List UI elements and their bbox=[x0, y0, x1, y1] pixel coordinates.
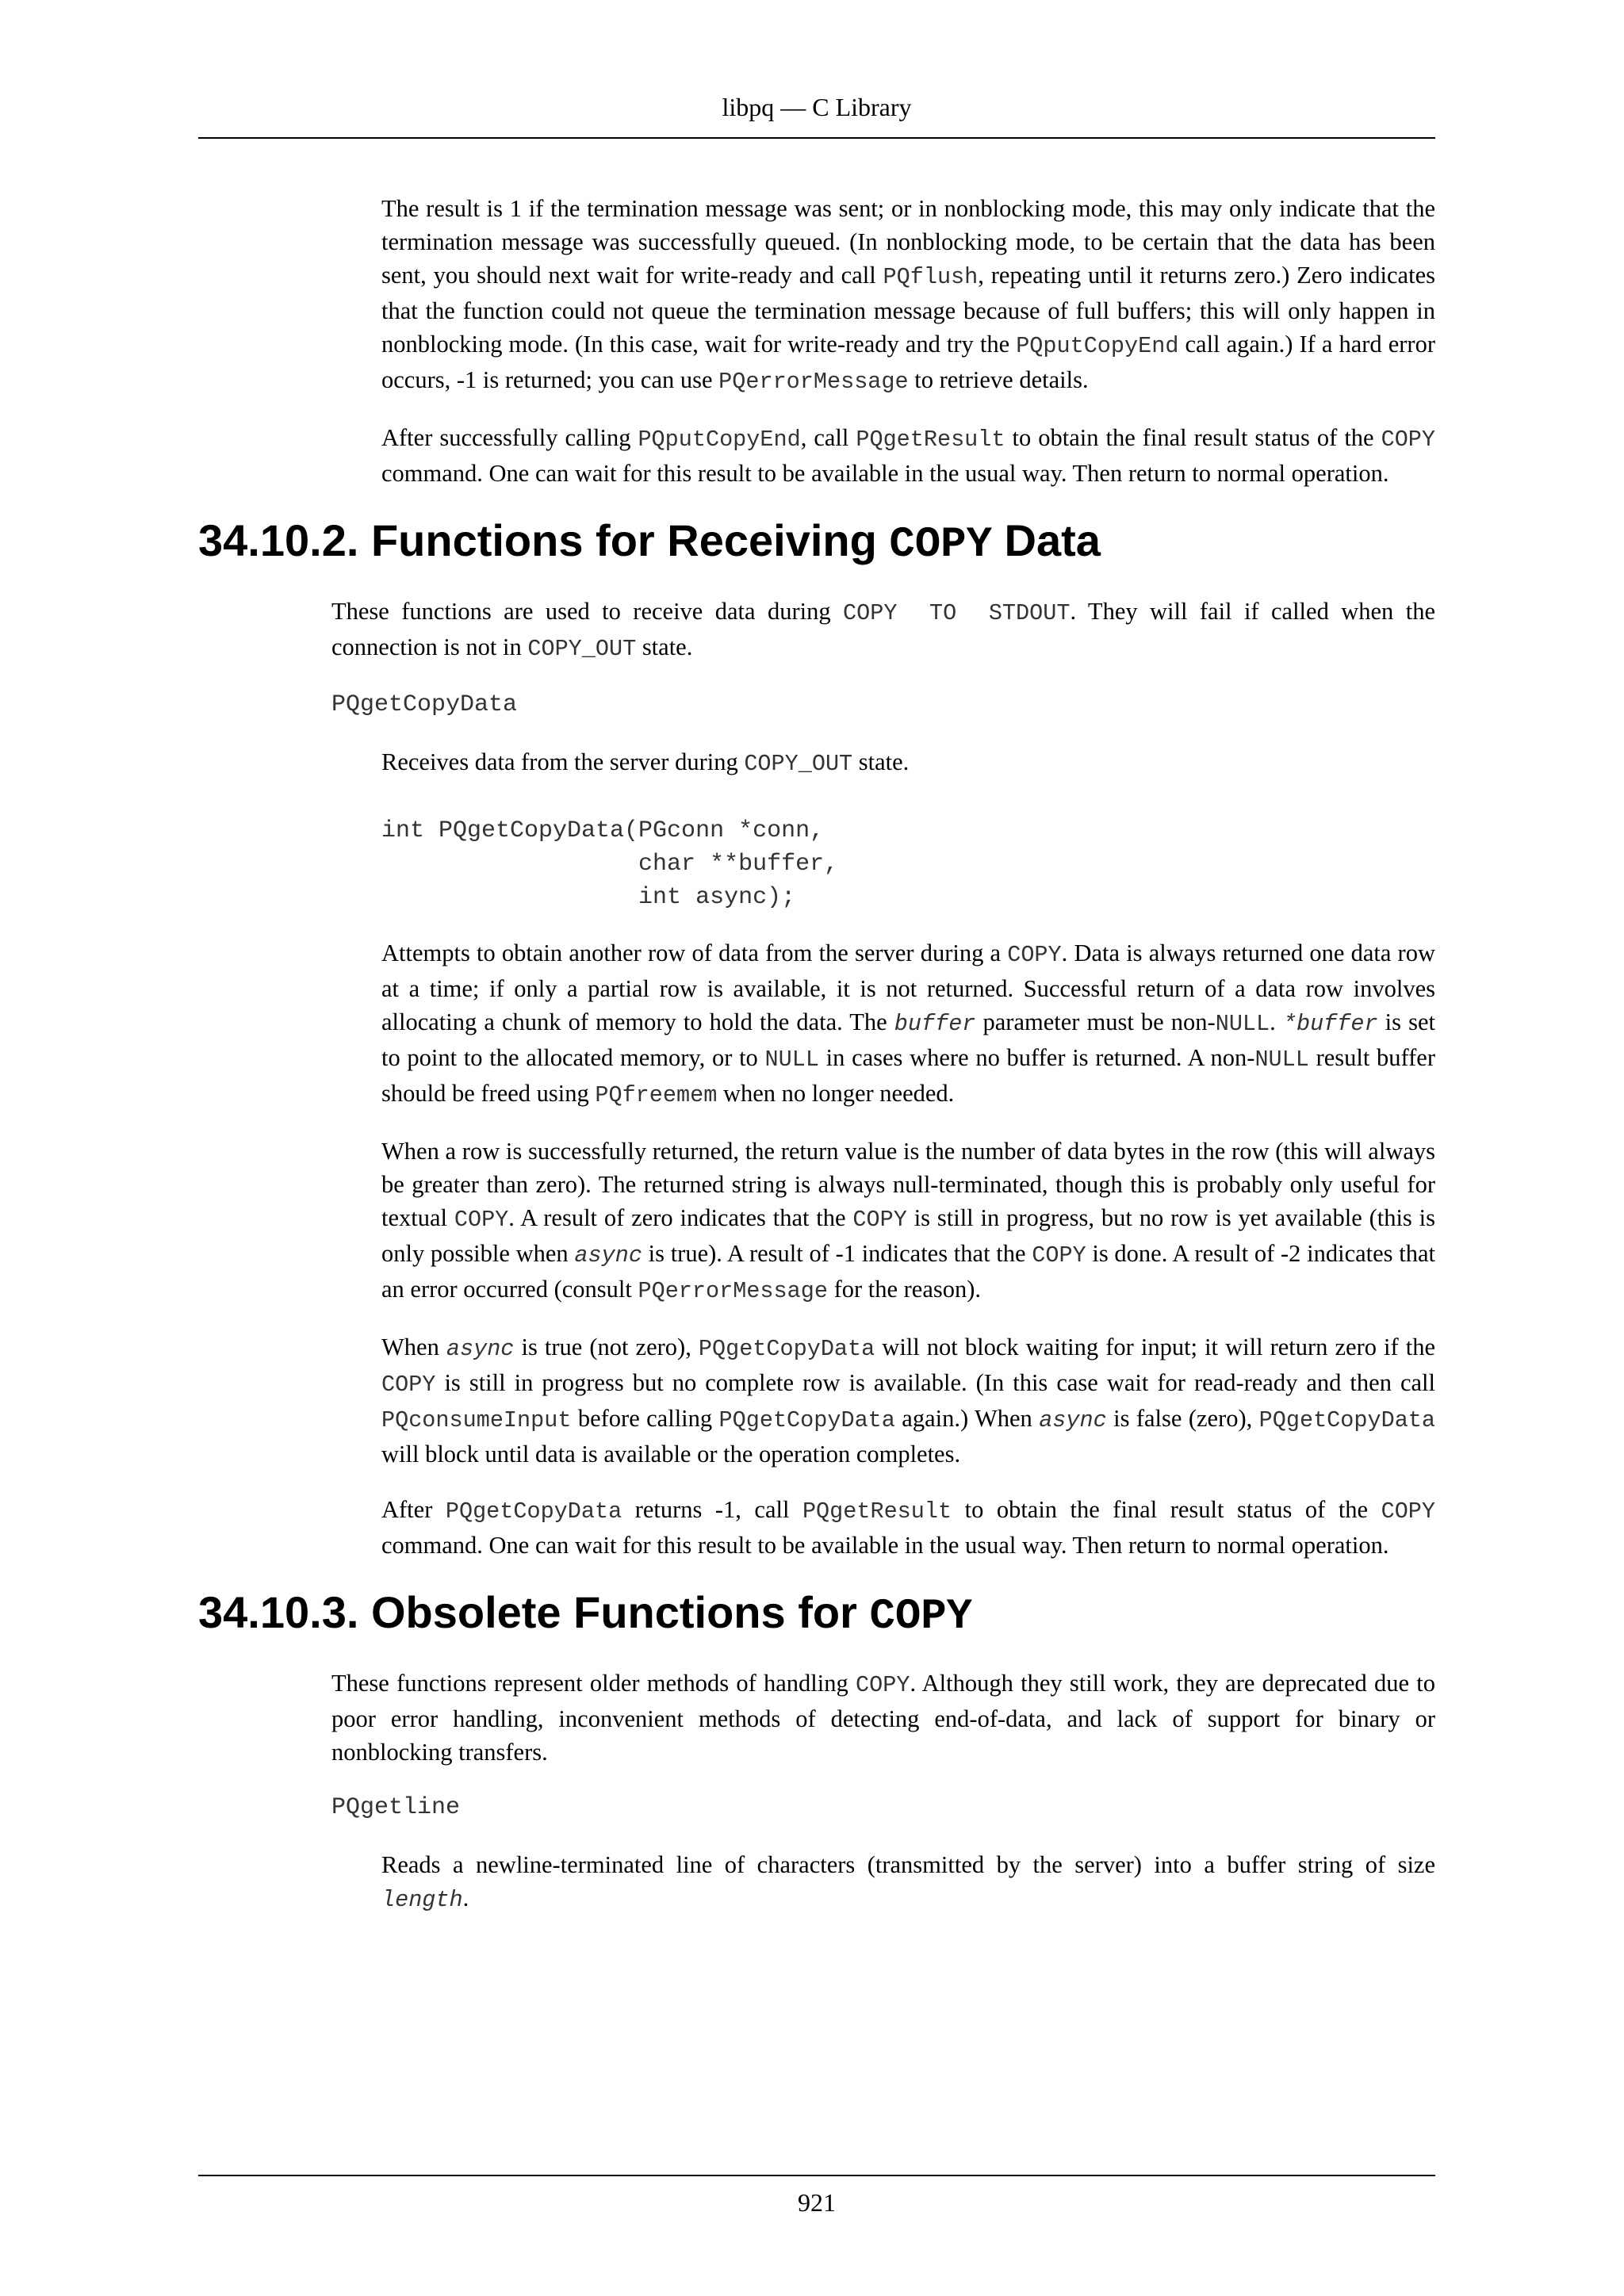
code-copy: COPY bbox=[1381, 427, 1436, 453]
page-number: 921 bbox=[798, 2188, 836, 2217]
code-pqputcopyend: PQputCopyEnd bbox=[1016, 333, 1179, 359]
header-rule bbox=[198, 137, 1435, 139]
code-pqgetcopydata: PQgetCopyData bbox=[1258, 1407, 1436, 1433]
section-obsolete-body bbox=[331, 1667, 1435, 1824]
code-copy: COPY bbox=[852, 1207, 907, 1233]
paragraph-after-putcopyend: After successfully calling PQputCopyEnd, call PQgetResult to obtain the final result status of the COPY command. One can wait for this result to be available in the usual way. Then return to normal operation. bbox=[381, 424, 1436, 487]
code-pqgetcopydata: PQgetCopyData bbox=[718, 1407, 895, 1433]
code-copy: COPY bbox=[1032, 1242, 1086, 1269]
code-copy-out: COPY_OUT bbox=[744, 751, 853, 777]
page-content bbox=[198, 192, 1435, 1939]
code-pqputcopyend: PQputCopyEnd bbox=[638, 427, 801, 453]
footer-rule bbox=[198, 2175, 1435, 2176]
parameter-async: async bbox=[1039, 1407, 1107, 1433]
code-pqflush: PQflush bbox=[883, 264, 979, 290]
section-heading-receiving-copy-data: 34.10.2. Functions for Receiving COPY Data bbox=[198, 515, 1101, 569]
code-pqconsumeinput: PQconsumeInput bbox=[381, 1407, 572, 1433]
code-null: NULL bbox=[1215, 1011, 1270, 1037]
previous-entry-continuation bbox=[381, 192, 1435, 490]
code-copy: COPY bbox=[1007, 942, 1062, 968]
section-intro-receiving: These functions are used to receive data during COPY TO STDOUT. They will fail if called when the connection is not in COPY_OUT state. bbox=[331, 598, 1435, 662]
code-copy: COPY bbox=[856, 1672, 910, 1698]
parameter-buffer: buffer bbox=[894, 1011, 976, 1037]
section-receiving-body bbox=[331, 595, 1435, 721]
code-pqgetcopydata: PQgetCopyData bbox=[445, 1498, 622, 1525]
function-description-pqgetline: Reads a newline-terminated line of characters (transmitted by the server) into a buffer string of size length. bbox=[381, 1851, 1435, 1913]
function-term-pqgetcopydata: PQgetCopyData bbox=[331, 691, 518, 718]
function-description: Receives data from the server during COPY_OUT state. bbox=[381, 748, 910, 777]
paragraph-return-value: When a row is successfully returned, the return value is the number of data bytes in the row (this will always be greater than zero). The returned string is always null-terminated, though this is probably only useful for textual COPY. A result of zero indicates that the COPY is still in progress, but no row is yet available (this is only possible when async is true). A result of -1 indicates that the COPY is done. A result of -2 indicates that an error occurred (consult PQerrorMessage for the reason). bbox=[381, 1138, 1435, 1304]
code-null: NULL bbox=[1254, 1047, 1309, 1073]
function-definition-pqgetcopydata bbox=[381, 745, 1435, 1562]
parameter-star-buffer: *buffer bbox=[1282, 1011, 1378, 1037]
code-copy: COPY bbox=[1381, 1498, 1436, 1525]
paragraph-async-mode: When async is true (not zero), PQgetCopyData will not block waiting for input; it will return zero if the COPY is still in progress but no complete row is available. (In this case wait for read-ready and then call PQconsumeInput before calling PQgetCopyData again.) When async is false (zero), PQgetCopyData will block until data is available or the operation completes. bbox=[381, 1334, 1436, 1468]
code-pqgetcopydata: PQgetCopyData bbox=[698, 1336, 875, 1362]
code-copy: COPY bbox=[381, 1372, 436, 1398]
running-header: libpq — C Library bbox=[722, 93, 912, 121]
paragraph-attempts: Attempts to obtain another row of data from the server during a COPY. Data is always returned one data row at a time; if only a partial row is available, it is not returned. Successful return of a data row involves allocating a chunk of memory to hold the data. The buffer parameter must be non-NULL. *buffer is set to point to the allocated memory, or to NULL in cases where no buffer is returned. A non-NULL result buffer should be freed using PQfreemem when no longer needed. bbox=[381, 939, 1435, 1108]
code-copy-out: COPY_OUT bbox=[527, 636, 637, 662]
code-copy-to-stdout: COPY TO STDOUT bbox=[843, 600, 1071, 626]
code-pqgetresult: PQgetResult bbox=[856, 427, 1005, 453]
function-synopsis: int PQgetCopyData(PGconn *conn, char **buffer, int async); bbox=[381, 817, 839, 911]
function-term-pqgetline: PQgetline bbox=[331, 1794, 461, 1821]
section-intro-obsolete: These functions represent older methods of handling COPY. Although they still work, they are deprecated due to poor error handling, inconvenient methods of detecting end-of-data, and lack of support for binary or nonblocking transfers. bbox=[331, 1670, 1435, 1766]
code-copy: COPY bbox=[454, 1207, 509, 1233]
function-definition-pqgetline bbox=[381, 1848, 1435, 1917]
section-heading-obsolete-functions: 34.10.3. Obsolete Functions for COPY bbox=[198, 1587, 973, 1641]
paragraph-after-getcopydata: After PQgetCopyData returns -1, call PQgetResult to obtain the final result status of the COPY command. One can wait for this result to be available in the usual way. Then return to normal operation. bbox=[381, 1496, 1436, 1559]
paragraph-result-description: The result is 1 if the termination message was sent; or in nonblocking mode, this may only indicate that the termination message was successfully queued. (In nonblocking mode, to be certain that the data has been sent, you should next wait for write-ready and call PQflush, repeating until it returns zero.) Zero indicates that the function could not queue the termination message because of full buffers; this will only happen in nonblocking mode. (In this case, wait for write-ready and try the PQputCopyEnd call again.) If a hard error occurs, -1 is returned; you can use PQerrorMessage to retrieve details. bbox=[381, 195, 1435, 395]
code-pqgetresult: PQgetResult bbox=[802, 1498, 952, 1525]
code-null: NULL bbox=[764, 1047, 819, 1073]
code-pqerrormessage: PQerrorMessage bbox=[638, 1278, 828, 1304]
parameter-async: async bbox=[446, 1336, 515, 1362]
code-pqfreemem: PQfreemem bbox=[595, 1082, 718, 1108]
code-pqerrormessage: PQerrorMessage bbox=[718, 369, 909, 395]
parameter-async: async bbox=[574, 1242, 642, 1269]
parameter-length: length bbox=[381, 1887, 463, 1913]
